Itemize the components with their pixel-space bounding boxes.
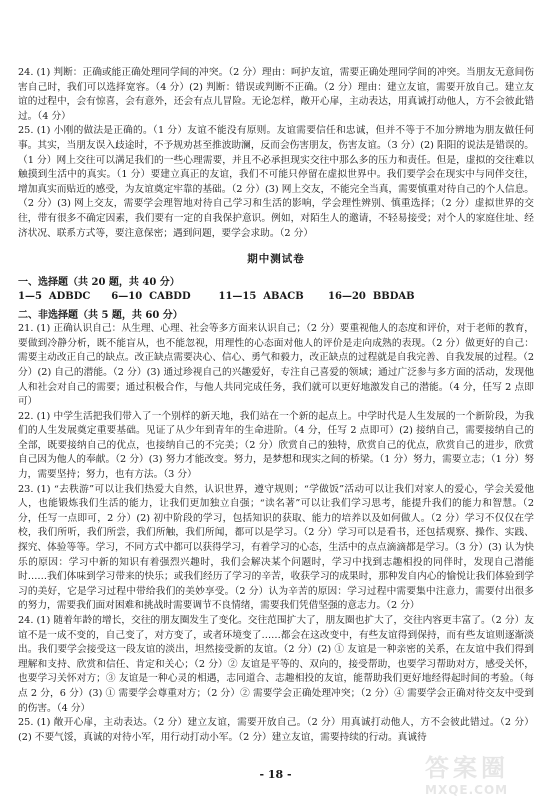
document-page	[18, 66, 538, 745]
choice-answers-row: 1—5 ADBDC 6—10 CABDD 11—15 ABACB 16—20 BBDAB	[18, 291, 415, 303]
answer-block-25b: 25. (1) 敞开心扉，主动表达。（2 分）建立友谊，需要开放自己。（2 分）用真诚打动他人，方不会彼此错过。（2 分）(2) 不要气馁，真诚的对待小军，用行动打动小军。（2 分）建立友谊，需要持续的行动。真诚待	[18, 717, 534, 743]
answer-block-23: 23. (1) “去秩游”可以让我们热爱大自然，认识世界，遵守规则；“学做饭”活动可以让我们对家人的爱心，学会关爱他人，也能锻炼我们生活的能力，让我们更加独立自强；“读名著”可以让我们学习思考，能提升我们的能力和智慧。（2 分，任写一点即可，2 分）(2) 初中阶段的学习，包括知识的获取、能力的培养以及如何做人。（2 分）学习不仅仅在学校，我们所听，我们所尝，我们所触，我们所闻，都可以是学习。（2 分）学习可以是看书，还包括观察、操作、实践、探究、体验等等。学习，不同方式中都可以获得学习，有着学习的心态，生活中的点点滴滴都是学习。（3 分）(3) 认为快乐的原因：学习中新的知识有着强烈兴趣时，我们会解决某个问题时，学习中找到志趣相投的同伴时，发现自己潜能时……我们体味到学习带来的快乐；或我们经历了学习的辛苦，收获学习的成果时，那种发自内心的愉悦让我们体验到学习的美好，它是学习过程中带给我们的美妙享受。（2 分）认为辛苦的原因：学习过程中需要集中注意力，需要付出很多的努力，需要我们面对困难和挑战时需要调节不良情绪，需要我们凭借坚强的意志力。（2 分）	[18, 483, 538, 612]
answer-block-24: 24. (1) 判断：正确或能正确处理同学间的冲突。（2 分）理由：呵护友谊，需要正确处理同学间的冲突。当朋友无意间伤害自己时，我们可以选择宽容。（4 分）(2) 判断：错误或判断不正确。（2 分）理由：建立友谊，需要开放自己。建立友谊的过程中，会有惊喜，会有意外，还会有点儿冒险。无论怎样，敞开心扉，主动表达，用真诚打动他人，方不会彼此错过。（4 分）	[18, 67, 534, 122]
watermark-url: MXQE.COM	[425, 783, 509, 797]
answer-block-25: 25. (1) 小刚的做法是正确的。（1 分）友谊不能没有原则。友谊需要信任和忠诚，但并不等于不加分辨地为朋友做任何事。其实，当朋友误入歧途时，不予规劝甚至推波助澜，反而会伤害朋友，伤害友谊。（3 分）(2) 阳阳的说法是错误的。（1 分）网上交往可以满足我们的一些心理需要，并且不必承担现实交往中那么多的压力和责任。但是，虚拟的交往难以触摸到生活中的真实。（1 分）要建立真正的友谊，我们不可能只停留在虚拟世界中。我们要学会在现实中与同伴交往，增加真实而贴近的感受，为友谊奠定牢靠的基础。（2 分）(3) 网上交友，不能完全当真，需要慎重对待自己的个人信息。（2 分）(3) 网上交友，需要学会理智地对待自己学习和生活的影响，学会理性辨别、慎重选择；（2 分）虚拟世界的交往，带有很多不确定因素，我们要有一定的自我保护意识。例如，对陌生人的邀请，不轻易接受；对个人的家庭住址、经济状况、联系方式等，要注意保密；遇到问题，要学会求助。（2 分）	[18, 125, 534, 239]
page-number: - 18 -	[259, 768, 292, 781]
answer-block-24b: 24. (1) 随着年龄的增长，交往的朋友圈发生了变化。交往范围扩大了，朋友圈也扩大了，交往内容更丰富了。（2 分）友谊不是一成不变的，自己变了，对方变了，或者环境变了……都会在这改变中，有些友谊得到保持，而有些友谊则逐渐淡出。我们要学会接受这一段友谊的淡出，坦然接受新的友谊。（2 分）(2) ① 友谊是一种亲密的关系，在友谊中我们得到理解和支持、欣赏和信任、肯定和关心；（2 分）② 友谊是平等的、双向的，接受帮助，也要学习帮助对方，感受关怀，也要学习关怀对方；③ 友谊是一种心灵的相遇，志同道合、志趣相投的友谊，能帮助我们更好地经得起时间的考验。（每点 2 分，6 分）(3) ① 需要学会尊重对方；（2 分）② 需要学会正确处理冲突；（2 分）④ 需要学会正确对待交友中受到的伤害。（4 分）	[18, 615, 534, 714]
section-choice-title: 一、选择题（共 20 题，共 40 分）	[18, 277, 180, 289]
watermark-logo-text: 答案圈	[425, 754, 509, 782]
answer-block-22: 22. (1) 中学生活把我们带入了一个别样的新天地，我们站在一个新的起点上。中学时代是人生发展的一个新阶段，为我们的人生发展奠定重要基础。见证了从少年到青年的生命进阶。（4 分，任写 2 点即可）(2) 接纳自己，需要接纳自己的全部，既要接纳自己的优点，也接纳自己的不完美；（2 分）欣赏自己的独特，欣赏自己的优点，欣赏自己的进步，欣赏自己因为他人的奉献。（2 分）(3) 努力才能改变。努力，是梦想和现实之间的桥梁。（1 分）努力，需要立志；（1 分）努力，需要坚持；努力，也有方法。（3 分）	[18, 410, 534, 481]
site-watermark	[425, 748, 545, 796]
section-nonchoice-title: 二、非选择题（共 5 题，共 60 分）	[18, 310, 183, 322]
answer-block-21: 21. (1) 正确认识自己：从生理、心理、社会等多方面来认识自己；（2 分）要重视他人的态度和评价，对于老师的教育，要做到冷静分析，既不能盲从，也不能忽视，用理性的心态面对他人的评价是走向成熟的表现。（2 分）做更好的自己：需要主动改正自己的缺点。改正缺点需要决心、信心、勇气和毅力，改正缺点的过程就是自我完善、自我发展的过程。（2 分）(2) 自己的潜能。（2 分）(3) 通过珍视自己的兴趣爱好，专注自己喜爱的领域；通过广泛参与多方面的活动，发现他人和社会对自己的需要；通过积极合作，与他人共同完成任务，我们就可以更好地激发自己的潜能。（4 分，任写 2 点即可）	[18, 323, 538, 408]
exam-title: 期中测试卷	[247, 253, 305, 266]
